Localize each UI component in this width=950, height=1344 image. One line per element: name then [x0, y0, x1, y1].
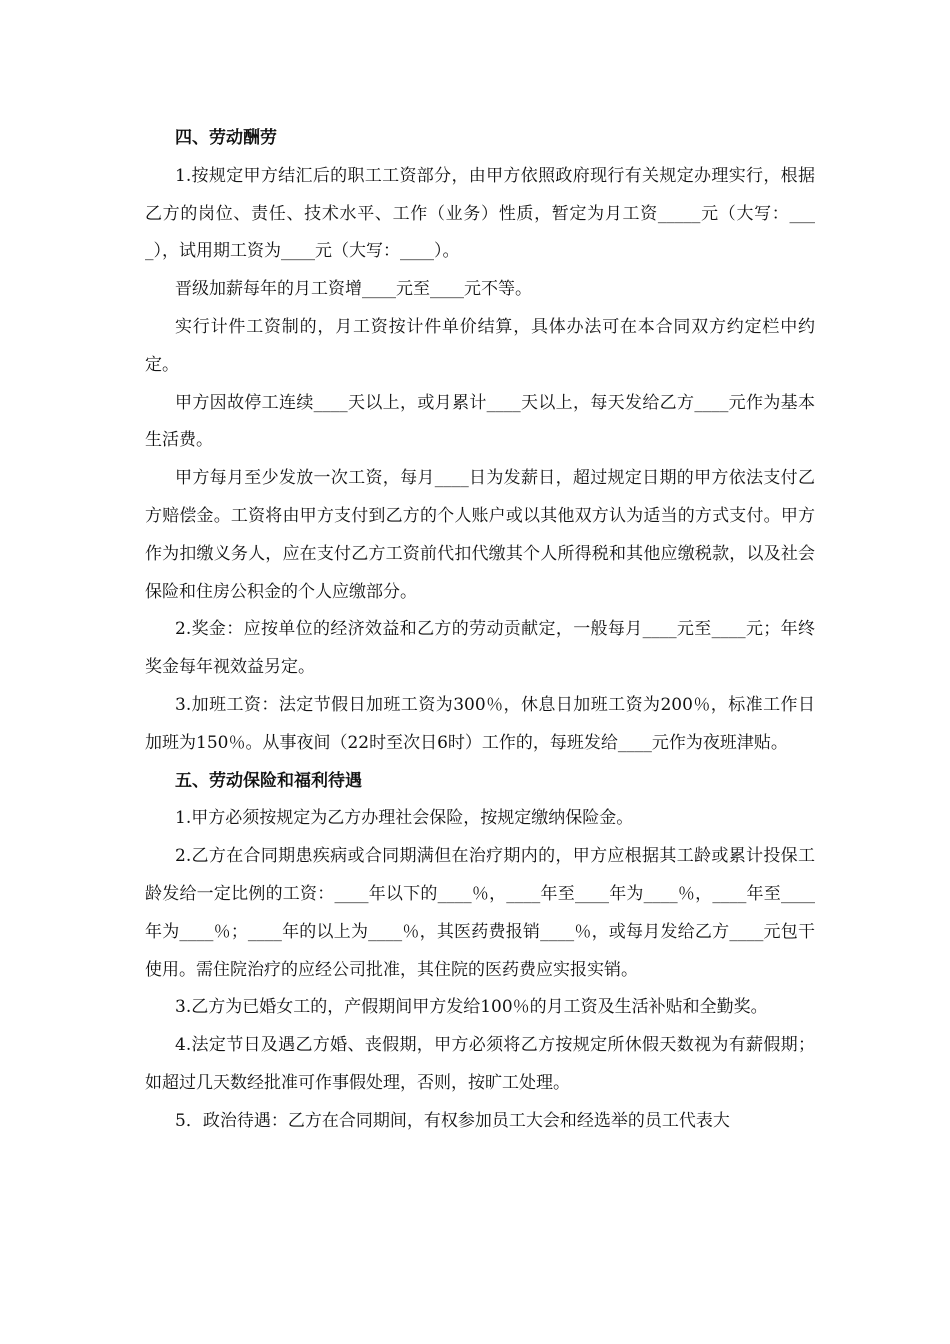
paragraph-social-insurance: 1.甲方必须按规定为乙方办理社会保险，按规定缴纳保险金。	[175, 808, 634, 829]
paragraph-payday: 甲方每月至少发放一次工资，每月____日为发薪日，超过规定日期的甲方依法支付乙方赔偿金。工资将由甲方支付到乙方的个人账户或以其他双方认为适当的方式支付。甲方作为扣缴义务人，应在支付乙方工资前代扣代缴其个人所得税和其他应缴税款，以及社会保险和住房公积金的个人应缴部分。	[145, 468, 815, 602]
section-heading-insurance-welfare: 五、劳动保险和福利待遇	[175, 770, 362, 791]
paragraph-maternity: 3.乙方为已婚女工的，产假期间甲方发给100％的月工资及生活补贴和全勤奖。	[175, 997, 768, 1018]
paragraph-promotion-raise: 晋级加薪每年的月工资增____元至____元不等。	[175, 279, 532, 300]
paragraph-political-treatment: 5．政治待遇：乙方在合同期间，有权参加员工大会和经选举的员工代表大	[175, 1110, 730, 1131]
paragraph-holidays-leave: 4.法定节日及遇乙方婚、丧假期，甲方必须将乙方按规定所休假天数视为有薪假期；如超过几天数经批准可作事假处理，否则，按旷工处理。	[145, 1035, 815, 1093]
paragraph-monthly-wage: 1.按规定甲方结汇后的职工工资部分，由甲方依照政府现行有关规定办理实行，根据乙方的岗位、责任、技术水平、工作（业务）性质，暂定为月工资_____元（大写：____），试用期工资为____元（大写：____）。	[145, 165, 815, 262]
document-page	[145, 120, 815, 1141]
paragraph-piece-rate: 实行计件工资制的，月工资按计件单价结算，具体办法可在本合同双方约定栏中约定。	[145, 316, 815, 375]
section-heading-remuneration: 四、劳动酬劳	[175, 128, 277, 148]
paragraph-sick-pay: 2.乙方在合同期患疾病或合同期满但在治疗期内的，甲方应根据其工龄或累计投保工龄发给一定比例的工资：____年以下的____％，____年至____年为____％，____年至____年为____％；____年的以上为____％，其医药费报销____％，或每月发给乙方____元包干使用。需住院治疗的应经公司批准，其住院的医药费应实报实销。	[145, 846, 815, 980]
paragraph-work-stoppage: 甲方因故停工连续____天以上，或月累计____天以上，每天发给乙方____元作为基本生活费。	[145, 392, 815, 451]
paragraph-bonus: 2.奖金：应按单位的经济效益和乙方的劳动贡献定，一般每月____元至____元；年终奖金每年视效益另定。	[145, 619, 815, 678]
paragraph-overtime: 3.加班工资：法定节假日加班工资为300％，休息日加班工资为200％，标准工作日加班为150％。从事夜间（22时至次日6时）工作的，每班发给____元作为夜班津贴。	[145, 694, 815, 753]
